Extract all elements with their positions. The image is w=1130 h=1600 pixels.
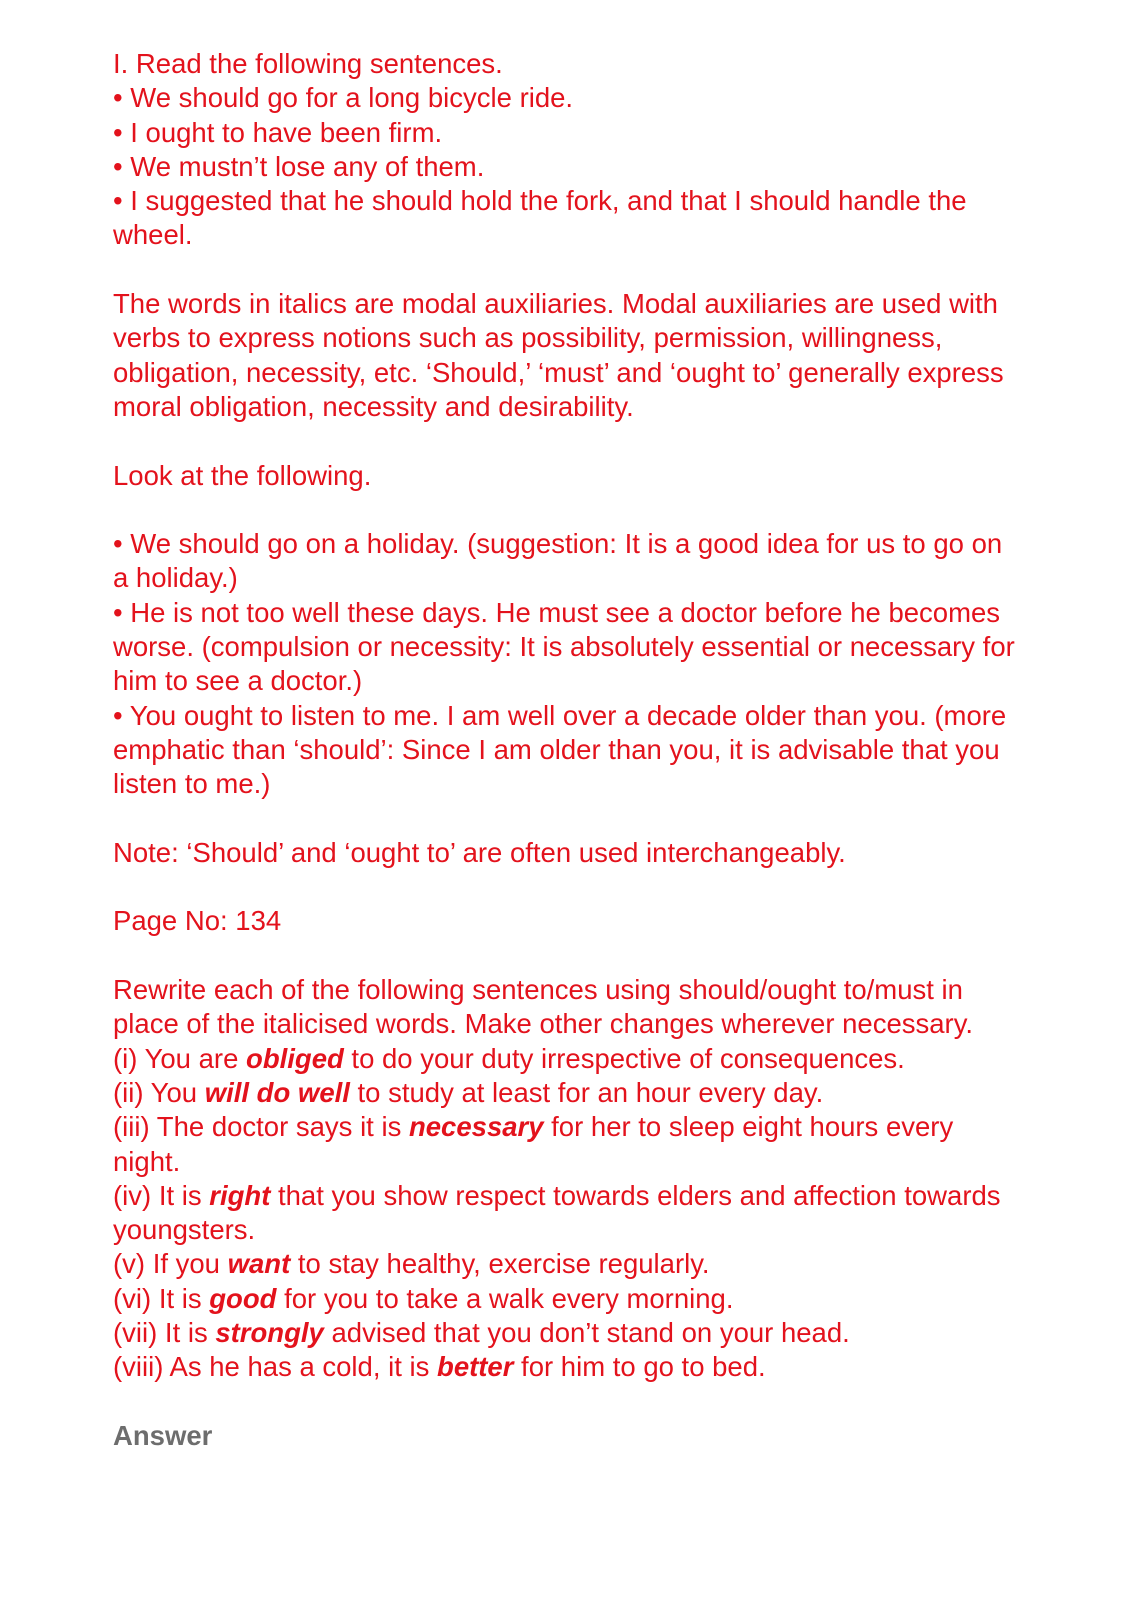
- emphasized-word: necessary: [408, 1111, 544, 1143]
- spacer: [113, 424, 1020, 458]
- exercise-item-text: (ii) You: [113, 1076, 205, 1108]
- exercise-item-text: for him to go to bed.: [513, 1351, 766, 1383]
- bullet-item: • We should go for a long bicycle ride.: [113, 82, 574, 114]
- exercise-item-text: (vii) It is: [113, 1316, 216, 1348]
- emphasized-word: obliged: [246, 1042, 344, 1074]
- emphasized-word: strongly: [215, 1316, 324, 1348]
- exercise-item: [113, 1247, 1020, 1281]
- exercise-item-text: (v) If you: [113, 1248, 228, 1280]
- spacer: [113, 939, 1020, 973]
- spacer: [113, 493, 1020, 527]
- look-heading: Look at the following.: [113, 459, 372, 491]
- example-item: • We should go on a holiday. (suggestion: It is a good idea for us to go on a holiday.): [113, 528, 1003, 594]
- exercise-list: [113, 1042, 1020, 1385]
- exercise-item-text: (iii) The doctor says it is: [113, 1111, 409, 1143]
- note-text: Note: ‘Should’ and ‘ought to’ are often used interchangeably.: [113, 836, 846, 868]
- exercise-item: [113, 1179, 1020, 1248]
- bullet-item: • I ought to have been firm.: [113, 116, 443, 148]
- exercise-item: [113, 1282, 1020, 1316]
- exercise-item-text: for you to take a walk every morning.: [276, 1282, 734, 1314]
- emphasized-word: good: [209, 1282, 277, 1314]
- exercise-item: [113, 1316, 1020, 1350]
- bullet-item: • We mustn’t lose any of them.: [113, 150, 485, 182]
- spacer: [113, 870, 1020, 904]
- exercise-item-text: to study at least for an hour every day.: [349, 1076, 824, 1108]
- bullet-item: • I suggested that he should hold the fork, and that I should handle the wheel.: [113, 185, 967, 251]
- emphasized-word: want: [227, 1248, 291, 1280]
- spacer: [113, 253, 1020, 287]
- exercise-item: [113, 1350, 1020, 1384]
- example-item: • He is not too well these days. He must see a doctor before he becomes worse. (compulsion or necessity: It is absolutely essential or necessary for him to see a doctor.): [113, 596, 1015, 697]
- section-heading: I. Read the following sentences.: [113, 48, 503, 79]
- example-item: • You ought to listen to me. I am well over a decade older than you. (more emphatic than ‘should’: Since I am older than you, it is advisable that you listen to me.): [113, 699, 1007, 800]
- exercise-item-text: (i) You are: [113, 1042, 247, 1074]
- exercise-item-text: for her to sleep eight hours every night.: [113, 1111, 954, 1177]
- exercise-item-text: to stay healthy, exercise regularly.: [290, 1248, 710, 1280]
- exercise-item: [113, 1110, 1020, 1179]
- exercise-item-text: that you show respect towards elders and affection towards youngsters.: [113, 1179, 1001, 1246]
- emphasized-word: right: [209, 1179, 271, 1211]
- exercise-instruction: Rewrite each of the following sentences using should/ought to/must in place of the italicised words. Make other changes wherever necessary.: [113, 974, 974, 1040]
- answer-label: Answer: [113, 1419, 213, 1451]
- spacer: [113, 1385, 1020, 1419]
- exercise-item-text: to do your duty irrespective of consequences.: [343, 1042, 905, 1074]
- exercise-item-text: advised that you don’t stand on your head.: [323, 1316, 850, 1348]
- exercise-item-text: (viii) As he has a cold, it is: [113, 1351, 438, 1383]
- exercise-item-text: (iv) It is: [113, 1179, 210, 1211]
- spacer: [113, 802, 1020, 836]
- page-number: Page No: 134: [113, 905, 282, 937]
- emphasized-word: will do well: [204, 1076, 350, 1108]
- exercise-item: [113, 1076, 1020, 1110]
- emphasized-word: better: [437, 1351, 514, 1383]
- explanation-paragraph: The words in italics are modal auxiliaries. Modal auxiliaries are used with verbs to express notions such as possibility, permission, willingness, obligation, necessity, etc. ‘Should,’ ‘must’ and ‘ought to’ generally express moral obligation, necessity and desirability.: [113, 288, 1004, 422]
- exercise-item: [113, 1042, 1020, 1076]
- exercise-item-text: (vi) It is: [113, 1282, 210, 1314]
